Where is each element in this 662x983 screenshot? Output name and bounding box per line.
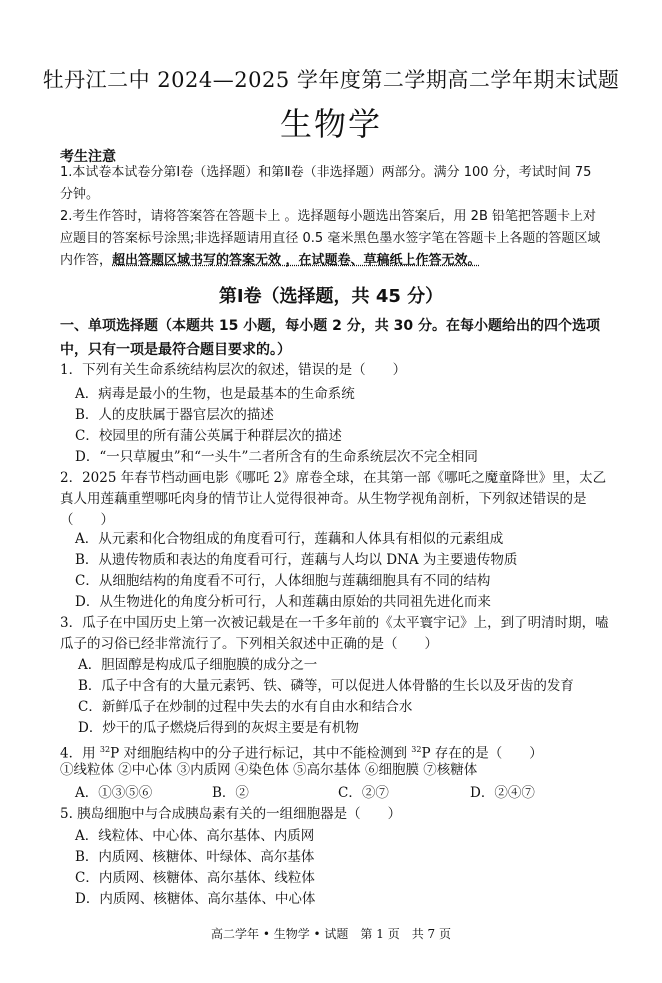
question-3-stem: 3．瓜子在中国历史上第一次被记载是在一千多年前的《太平寰宇记》上，到了明清时期，嗑瓜子的习俗已经非常流行了。下列相关叙述中正确的是（ ） bbox=[60, 615, 609, 652]
section-title: 第Ⅰ卷（选择题，共 45 分） bbox=[218, 286, 444, 307]
question-2-option-d: D．从生物进化的角度分析可行，人和莲藕由原始的共同祖先进化而来 bbox=[75, 594, 491, 610]
question-5-option-c: C．内质网、核糖体、高尔基体、线粒体 bbox=[75, 870, 315, 886]
notice-item-2-warning: 超出答题区域书写的答案无效 ，在试题卷、草稿纸上作答无效。 bbox=[112, 253, 481, 268]
question-4-stem-mid: P 对细胞结构中的分子进行标记，其中不能检测到 bbox=[110, 745, 412, 762]
question-4-option-b: B．② bbox=[212, 785, 249, 801]
notice-item-1: 1.本试卷本试卷分第Ⅰ卷（选择题）和第Ⅱ卷（非选择题）两部分。满分 100 分，考试时间 75 分钟。 bbox=[60, 165, 592, 202]
question-3-option-b: B．瓜子中含有的大量元素钙、铁、磷等，可以促进人体骨骼的生长以及牙齿的发育 bbox=[78, 678, 574, 694]
subject-title: 生物学 bbox=[279, 105, 382, 143]
page-footer: 高二学年 • 生物学 • 试题 第 1 页 共 7 页 bbox=[211, 927, 451, 941]
question-5-stem: 5. 胰岛细胞中与合成胰岛素有关的一组细胞器是（ ） bbox=[60, 806, 402, 822]
question-3-option-c: C．新鲜瓜子在炒制的过程中失去的水有自由水和结合水 bbox=[78, 699, 413, 715]
question-5-option-d: D．内质网、核糖体、高尔基体、中心体 bbox=[75, 891, 316, 907]
question-3-option-d: D．炒干的瓜子燃烧后得到的灰烬主要是有机物 bbox=[78, 720, 359, 736]
question-5-option-b: B．内质网、核糖体、叶绿体、高尔基体 bbox=[75, 849, 315, 865]
question-4-stem-post: P 存在的是（ ） bbox=[421, 745, 543, 762]
question-1-option-b: B．人的皮肤属于器官层次的描述 bbox=[75, 407, 274, 423]
question-2-option-b: B．从遗传物质和表达的角度看可行，莲藕与人均以 DNA 为主要遗传物质 bbox=[75, 552, 518, 568]
question-1-stem: 1．下列有关生命系统结构层次的叙述，错误的是（ ） bbox=[60, 362, 407, 378]
part-heading: 一、单项选择题（本题共 15 小题，每小题 2 分，共 30 分。在每小题给出的四个选项中，只有一项是最符合题目要求的。） bbox=[60, 318, 600, 358]
notice-item-2 bbox=[60, 206, 605, 272]
question-4-list: ①线粒体 ②中心体 ③内质网 ④染色体 ⑤高尔基体 ⑥细胞膜 ⑦核糖体 bbox=[60, 762, 478, 778]
question-1-option-c: C．校园里的所有蒲公英属于种群层次的描述 bbox=[75, 428, 342, 444]
question-1-option-a: A．病毒是最小的生物，也是最基本的生命系统 bbox=[75, 386, 355, 402]
question-1-option-d: D．“一只草履虫”和“一头牛”二者所含有的生命系统层次不完全相同 bbox=[75, 449, 478, 465]
exam-title: 牡丹江二中 2024—2025 学年度第二学期高二学年期末试题 bbox=[42, 68, 620, 92]
notice-item-2-text: 2.考生作答时，请将答案答在答题卡上 。选择题每小题选出答案后，用 2B 铅笔把答题卡上对 应题目的答案标号涂黑;非选择题请用直径 0.5 毫米黑色墨水签字笔在答题卡上各题的答题区域内作答， bbox=[60, 209, 601, 268]
question-2-stem: 2．2025 年春节档动画电影《哪吒 2》席卷全球，在其第一部《哪吒之魔童降世》里，太乙真人用莲藕重塑哪吒肉身的情节让人觉得很神奇。从生物学视角剖析，下列叙述错误的是（ ） bbox=[60, 470, 607, 528]
question-4-stem-pre: 4．用 bbox=[60, 745, 100, 762]
notice-heading: 考生注意 bbox=[60, 149, 116, 165]
question-2-option-a: A．从元素和化合物组成的角度看可行，莲藕和人体具有相似的元素组成 bbox=[75, 531, 504, 547]
isotope-mass-number-2: 32 bbox=[411, 745, 422, 754]
isotope-mass-number-1: 32 bbox=[99, 745, 111, 754]
question-4-option-c: C．②⑦ bbox=[338, 785, 389, 801]
question-5-option-a: A．线粒体、中心体、高尔基体、内质网 bbox=[75, 828, 315, 844]
question-3-option-a: A．胆固醇是构成瓜子细胞膜的成分之一 bbox=[78, 657, 318, 673]
question-4-option-a: A．①③⑤⑥ bbox=[75, 785, 153, 801]
question-4-option-d: D．②④⑦ bbox=[470, 785, 535, 801]
question-2-option-c: C．从细胞结构的角度看不可行，人体细胞与莲藕细胞具有不同的结构 bbox=[75, 573, 491, 589]
